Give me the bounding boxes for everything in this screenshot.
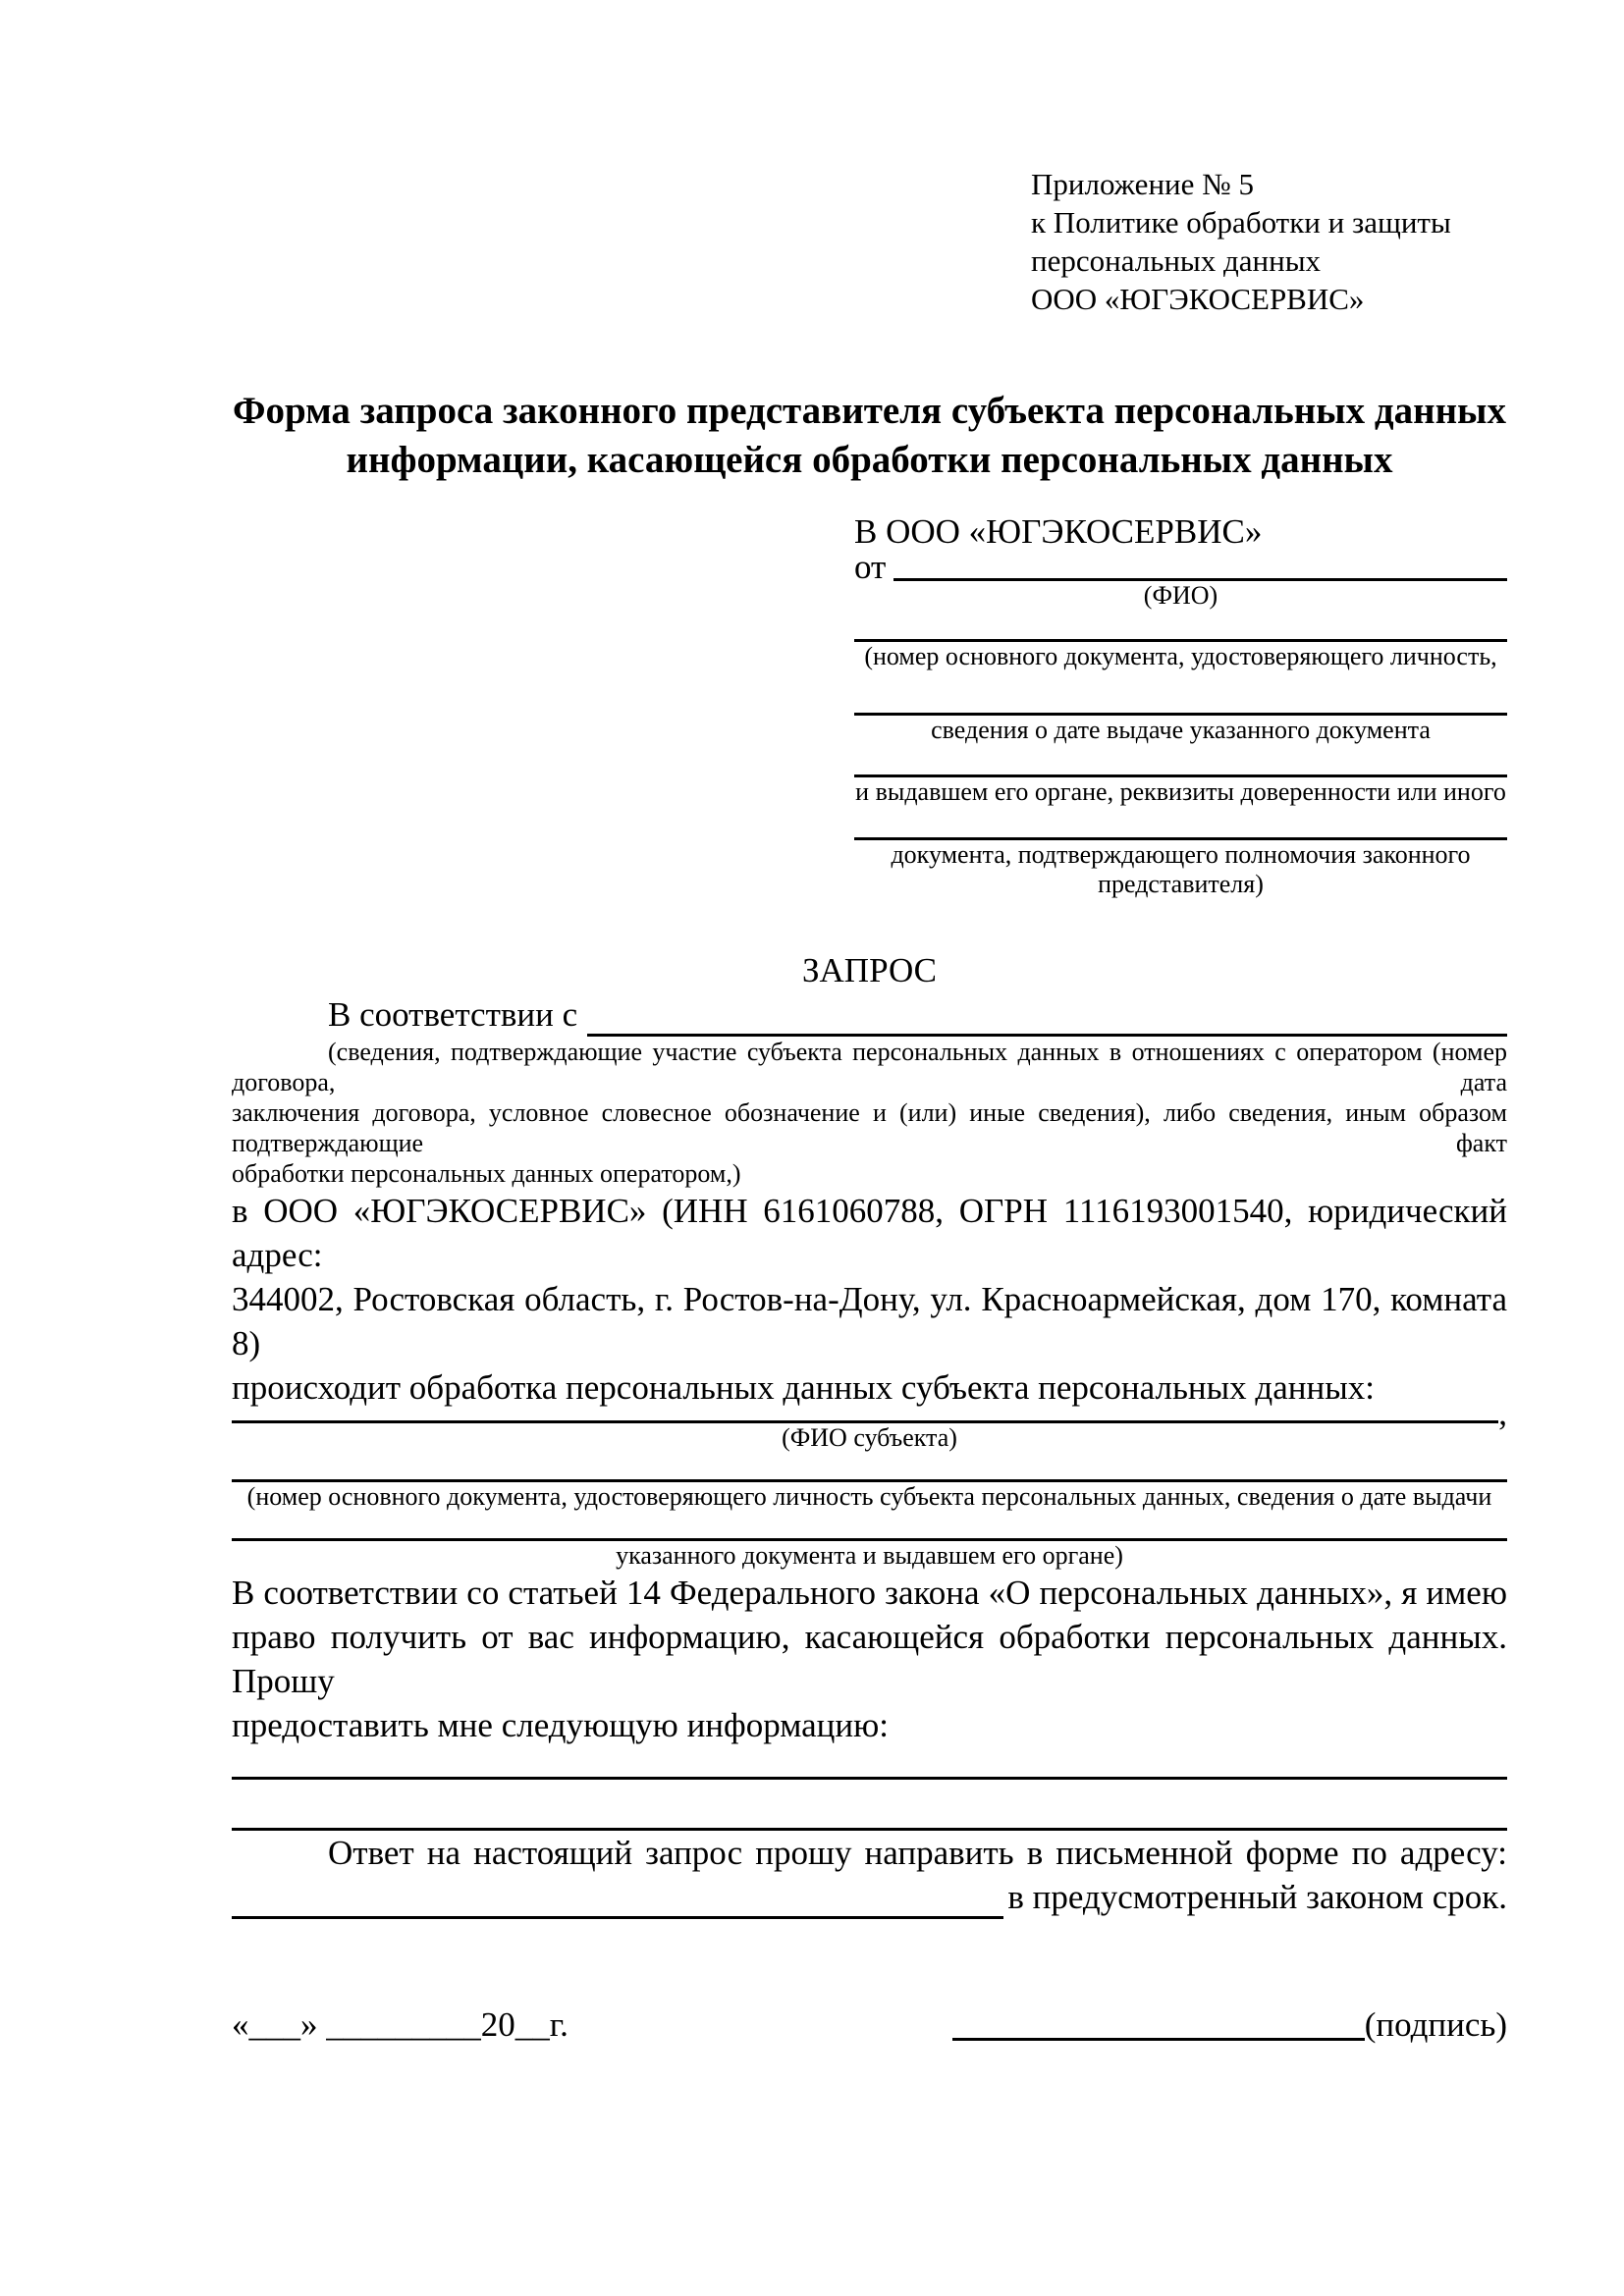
identity-document-blank-field[interactable] [854, 611, 1507, 642]
requested-info-blank-field[interactable] [232, 1780, 1507, 1831]
from-label: от [854, 548, 887, 586]
rights-paragraph-line: В соответствии со статьей 14 Федерального закона «О персональных данных», я имею [232, 1574, 1507, 1612]
title-line: информации, касающейся обработки персональных данных [346, 439, 1393, 481]
subject-fio-caption: (ФИО субъекта) [782, 1423, 957, 1452]
operator-paragraph-line: происходит обработка персональных данных субъекта персональных данных: [232, 1368, 1375, 1407]
document-title [232, 387, 1507, 485]
title-line: Форма запроса законного представителя субъекта персональных данных [232, 390, 1507, 432]
appendix-line: к Политике обработки и защиты [1031, 205, 1451, 240]
from-row [854, 548, 1507, 586]
appendix-block [1031, 165, 1507, 318]
subject-document-blank-field[interactable] [232, 1453, 1507, 1482]
signature-blank-field[interactable] [952, 2038, 1365, 2041]
accordance-row [232, 992, 1507, 1037]
operator-paragraph-line: в ООО «ЮГЭКОСЕРВИС» (ИНН 6161060788, ОГРН 1116193001540, юридический адрес: [232, 1192, 1507, 1274]
operator-paragraph [232, 1189, 1507, 1410]
rights-paragraph-line: право получить от вас информацию, касающейся обработки персональных данных. Прошу [232, 1618, 1507, 1700]
answer-paragraph-line: Ответ на настоящий запрос прошу направить в письменной форме по адресу: [328, 1834, 1507, 1872]
answer-address-row [232, 1875, 1507, 1919]
rights-paragraph-line: предоставить мне следующую информацию: [232, 1706, 889, 1744]
authority-document-blank-field[interactable] [854, 807, 1507, 840]
answer-paragraph [232, 1831, 1507, 1919]
rights-paragraph [232, 1571, 1507, 1747]
document-content [232, 0, 1507, 2047]
note-line: обработки персональных данных оператором,) [232, 1159, 741, 1188]
address-blank-field[interactable] [232, 1916, 1003, 1919]
addressee-to: В ООО «ЮГЭКОСЕРВИС» [854, 512, 1263, 551]
subject-document-issuer-caption: указанного документа и выдавшем его органе) [616, 1541, 1123, 1570]
operator-paragraph-line: 344002, Ростовская область, г. Ростов-на-Дону, ул. Красноармейская, дом 170, комната 8) [232, 1280, 1507, 1362]
issuing-authority-blank-field[interactable] [854, 745, 1507, 777]
fio-caption: (ФИО) [1143, 581, 1218, 610]
appendix-line: Приложение № 5 [1031, 167, 1254, 201]
subject-document-caption: (номер основного документа, удостоверяющего личность субъекта персональных данных, сведения о дате выдачи [246, 1482, 1492, 1511]
identity-document-caption: (номер основного документа, удостоверяющего личность, [864, 642, 1497, 670]
issuing-authority-caption: и выдавшем его органе, реквизиты доверенности или иного [855, 777, 1506, 806]
issue-date-caption: сведения о дате выдаче указанного документа [931, 716, 1431, 744]
note-line: заключения договора, условное словесное обозначение и (или) иные сведения), либо сведения, иным образом подтверждающие факт [232, 1098, 1507, 1157]
issue-date-blank-field[interactable] [854, 671, 1507, 716]
signature-area [952, 2002, 1507, 2047]
appendix-line: ООО «ЮГЭКОСЕРВИС» [1031, 282, 1365, 316]
answer-paragraph-tail: в предусмотренный законом срок. [1007, 1878, 1507, 1916]
subject-name-row [232, 1394, 1507, 1432]
authority-document-caption: документа, подтверждающего полномочия законного представителя) [891, 840, 1471, 898]
trailing-comma: , [1498, 1394, 1507, 1432]
date-blank-field[interactable]: «___» _________20__г. [232, 2005, 568, 2044]
signature-caption: (подпись) [1364, 2005, 1507, 2044]
date-signature-row [232, 2002, 1507, 2047]
request-heading: ЗАПРОС [801, 951, 938, 989]
addressee-block [854, 509, 1507, 899]
appendix-line: персональных данных [1031, 243, 1322, 278]
note-line: (сведения, подтверждающие участие субъекта персональных данных в отношениях с оператором (номер договора, дата [232, 1038, 1507, 1096]
explanatory-note [232, 1037, 1507, 1189]
subject-document-issuer-blank-field[interactable] [232, 1512, 1507, 1541]
accordance-label: В соответствии с [328, 995, 578, 1034]
